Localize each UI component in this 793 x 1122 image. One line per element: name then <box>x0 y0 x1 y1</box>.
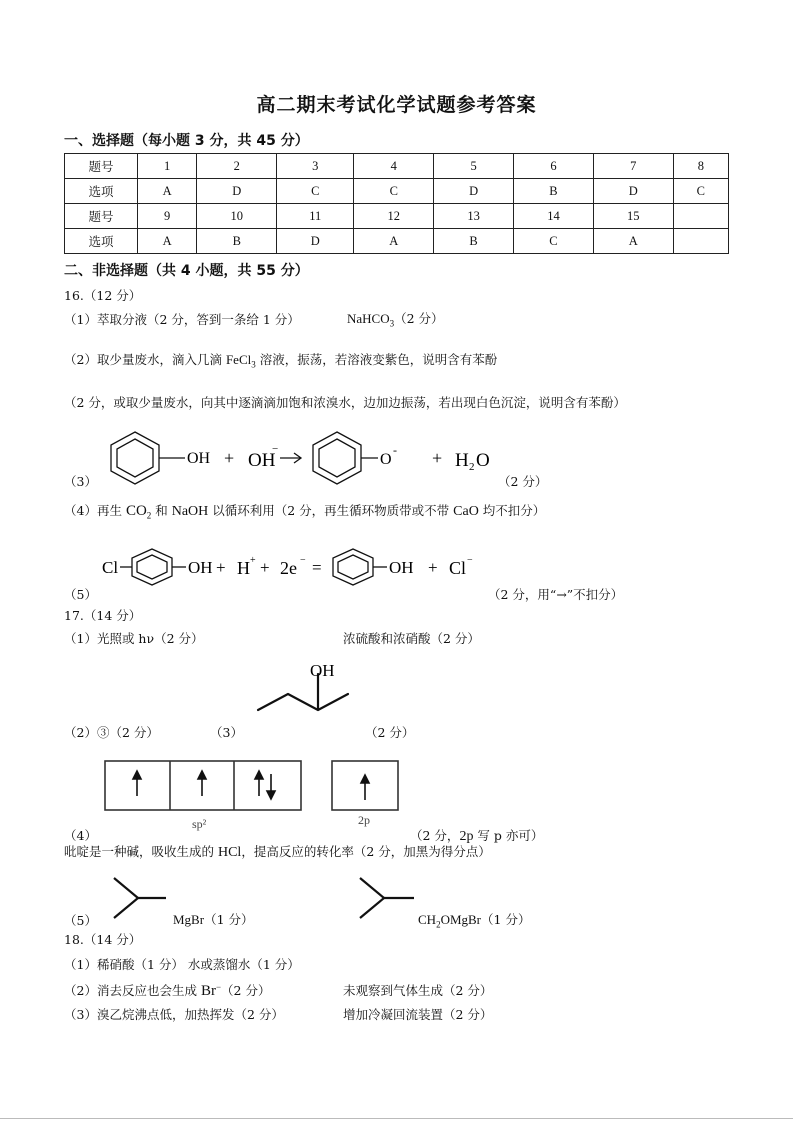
q16-equation-dechlorination <box>100 540 500 600</box>
q16-score-3: （2 分） <box>498 474 548 489</box>
q16-answer-2-alt: （2 分，或取少量废水，向其中逐滴滴加饱和浓溴水，边加边振荡，若出现白色沉淀，说明含有苯酚） <box>64 395 626 410</box>
q18-answer-2a: （2）消去反应也会生成 Br−（2 分） <box>64 981 271 999</box>
table-row: 选项 A B D A B C A <box>65 229 729 254</box>
sp2-label: sp² <box>192 817 207 831</box>
svg-text:+: + <box>224 448 235 468</box>
chloride-label: Cl <box>449 558 467 578</box>
q17-label-5: （5） <box>64 913 97 928</box>
section1-heading: 一、选择题（每小题 3 分，共 45 分） <box>64 133 309 149</box>
q18-answer-3b: 增加冷凝回流装置（2 分） <box>343 1007 493 1022</box>
svg-text:=: = <box>312 558 322 577</box>
q18-answer-1: （1）稀硝酸（1 分） 水或蒸馏水（1 分） <box>64 957 300 972</box>
hydroxide-label: OH <box>248 450 276 471</box>
svg-text:−: − <box>272 443 279 455</box>
q17-mgbr: MgBr（1 分） <box>173 912 254 927</box>
q17-answer-4-explanation: 吡啶是一种碱，吸收生成的 HCl，提高反应的转化率（2 分，加黑为得分点） <box>64 844 491 860</box>
isopropyl-fragment-2 <box>352 872 422 922</box>
q18-answer-2b: 未观察到气体生成（2 分） <box>343 983 493 998</box>
svg-text:+: + <box>260 558 270 577</box>
hydroxyl-label: OH <box>310 661 335 680</box>
svg-text:−: − <box>300 555 306 566</box>
svg-text:−: − <box>467 555 473 566</box>
svg-text:+: + <box>428 558 438 577</box>
svg-text:O: O <box>476 450 490 471</box>
electron-label: 2e <box>280 558 297 578</box>
q17-answer-2: （2）③（2 分） <box>64 725 159 740</box>
orbital-diagram <box>104 760 404 832</box>
svg-text:2: 2 <box>469 461 475 473</box>
q17-heading: 17.（14 分） <box>64 608 142 623</box>
answer-table <box>64 153 729 254</box>
q17-label-3: （3） <box>210 725 243 740</box>
q16-score-5: （2 分，用“→”不扣分） <box>488 587 624 602</box>
q17-label-4: （4） <box>64 828 97 843</box>
proton-label: H <box>237 558 250 578</box>
q16-equation-phenol-deprotonation <box>100 424 520 494</box>
water-label: H <box>455 450 469 471</box>
isopropyl-fragment-1 <box>104 872 174 922</box>
page-bottom-border <box>0 1118 793 1119</box>
q16-heading: 16.（12 分） <box>64 288 142 303</box>
2p-label: 2p <box>358 813 370 827</box>
chlorine-label: Cl <box>102 558 119 577</box>
q17-2-butanol-structure <box>250 652 360 732</box>
svg-text:-: - <box>393 443 397 457</box>
table-row: 题号 9 10 11 12 13 14 15 <box>65 204 729 229</box>
table-row: 选项 A D C C D B D C <box>65 179 729 204</box>
q17-score-3: （2 分） <box>365 725 415 740</box>
q16-label-5: （5） <box>64 587 97 602</box>
svg-text:OH: OH <box>389 558 414 577</box>
q16-answer-1: （1）萃取分液（2 分，答到一条给 1 分） <box>64 312 300 327</box>
section2-heading: 二、非选择题（共 4 小题，共 55 分） <box>64 263 309 279</box>
q18-answer-3a: （3）溴乙烷沸点低，加热挥发（2 分） <box>64 1007 284 1022</box>
svg-text:OH: OH <box>188 558 213 577</box>
q17-answer-1b: 浓硫酸和浓硝酸（2 分） <box>343 631 480 646</box>
svg-text:+: + <box>216 558 226 577</box>
table-row: 题号 1 2 3 4 5 6 7 8 <box>65 154 729 179</box>
svg-text:+: + <box>250 555 256 566</box>
q17-score-4: （2 分，2p 写 p 亦可） <box>410 828 544 844</box>
q16-answer-4: （4）再生 $CO_2$ 和 NaOH 以循环利用（2 分，再生循环物质带或不带 CaO 均不扣分） <box>64 503 546 521</box>
q16-nahco3: NaHCO$_3$（2 分） <box>347 311 444 329</box>
svg-text:+: + <box>432 448 443 468</box>
page-title: 高二期末考试化学试题参考答案 <box>256 94 537 116</box>
phenoxide-label: O <box>380 451 392 468</box>
hydroxyl-label: OH <box>187 450 211 467</box>
q16-label-3: （3） <box>64 474 97 489</box>
q16-answer-2: （2）取少量废水，滴入几滴 FeCl$_3$ 溶液，振荡，若溶液变紫色，说明含有苯酚 <box>64 352 498 370</box>
q17-answer-1a: （1）光照或 hν（2 分） <box>64 631 204 646</box>
q18-heading: 18.（14 分） <box>64 932 142 947</box>
q17-ch2omgbr: $CH_2OMgBr(1$ 分） <box>418 912 531 930</box>
